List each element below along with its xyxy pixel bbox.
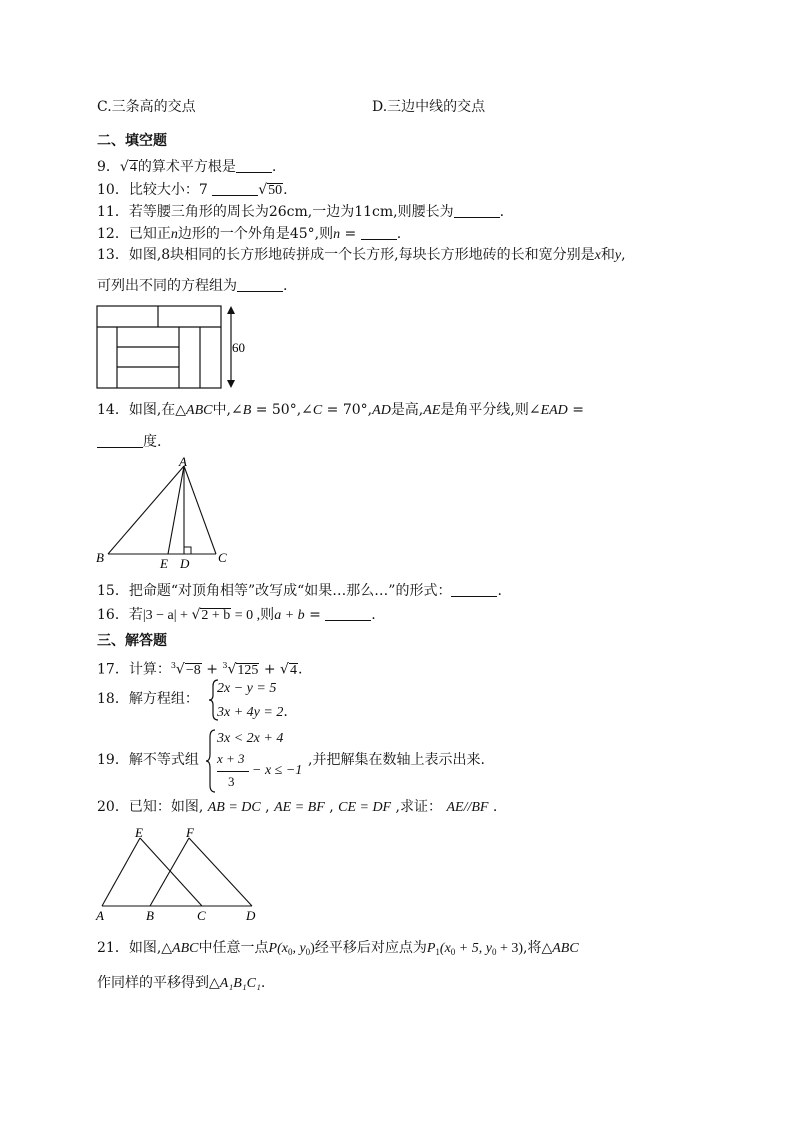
question-number: 17． <box>97 661 129 678</box>
question-number: 11． <box>97 204 129 220</box>
radicand: 50 <box>268 183 283 198</box>
fraction-numerator: x + 3 <box>217 751 245 766</box>
operator: + <box>201 661 223 678</box>
period: . <box>497 583 502 599</box>
text: 中,∠ <box>212 402 243 418</box>
text: = <box>567 402 584 418</box>
brace-19 <box>205 728 217 794</box>
expression: = 0 ,则 <box>231 608 275 623</box>
variable: ABC <box>552 941 579 956</box>
text: = 70°, <box>322 402 373 418</box>
expression: |3 − a| + <box>142 608 192 623</box>
answer-blank[interactable] <box>454 203 500 218</box>
question-12: 12．已知正n边形的一个外角是45°,则n = . <box>97 226 402 242</box>
text: 度. <box>143 434 162 450</box>
variable: P <box>268 941 278 956</box>
expression: a + b <box>274 608 305 623</box>
period: . <box>297 661 303 678</box>
equation: 3x + 4y = 2 <box>217 705 284 720</box>
question-number: 16． <box>97 607 129 623</box>
variable: x <box>594 248 601 263</box>
answer-blank[interactable] <box>237 277 283 292</box>
question-number: 12． <box>97 226 129 242</box>
question-19-tail: ,并把解集在数轴上表示出来. <box>308 752 485 768</box>
period: . <box>499 204 505 220</box>
question-16: 16．若|3 − a| + √2 + b = 0 ,则a + b = . <box>97 607 376 623</box>
vertex-a-label: A <box>179 456 187 469</box>
inequality-19-2-rest: − x ≤ −1 <box>252 763 303 778</box>
text: 解方程组： <box>128 691 199 707</box>
radicand: 125 <box>237 662 259 678</box>
point-b-label: B <box>146 908 154 923</box>
text: 中任意一点 <box>198 940 269 956</box>
text: 和 <box>600 247 615 263</box>
text: 已知正 <box>128 226 171 242</box>
answer-blank[interactable] <box>451 582 497 597</box>
question-number: 18． <box>97 691 129 707</box>
text: = <box>304 607 321 623</box>
text: 是角平分线,则∠ <box>440 402 541 418</box>
question-number: 19． <box>97 752 129 768</box>
text: , <box>324 799 339 815</box>
variable: n <box>170 227 178 242</box>
variable: ABC <box>172 941 199 956</box>
vertex-c-label: C <box>218 550 227 565</box>
text: 如图,△ <box>128 940 173 956</box>
point-c-label: C <box>197 908 206 923</box>
question-15 <box>97 581 502 601</box>
triangle-figure-14 <box>92 456 240 572</box>
equation-18-2 <box>217 702 288 723</box>
text: 如图,在△ <box>128 402 187 418</box>
question-number: 14． <box>97 402 129 418</box>
variable: AD <box>372 403 391 418</box>
question-14 <box>97 400 584 421</box>
coords: + 3) <box>496 941 524 956</box>
subscript: 0 <box>491 947 497 957</box>
radicand: −8 <box>185 662 201 678</box>
text: 把命题“对顶角相等”改写成“如果…那么…”的形式： <box>128 583 452 599</box>
text: 是高, <box>390 402 424 418</box>
condition: AB = DC <box>207 800 261 815</box>
point-d-label: D <box>246 908 256 923</box>
text: 计算： <box>128 661 171 678</box>
variable: P <box>426 941 436 956</box>
height-label: 60 <box>232 340 245 355</box>
question-21: 21．如图,△ABC中任意一点$P(x_0$, $y_0$)经平移后对应点为$P_1(x_0 + 5$, $y_0 + 3$),将△ABC <box>97 940 579 957</box>
question-number: 13． <box>97 247 129 263</box>
question-number: 21． <box>97 940 129 956</box>
question-13 <box>97 245 626 266</box>
equation-18-1: 2x − y = 5 <box>217 681 277 696</box>
period: . <box>488 799 498 815</box>
subscript: 0 <box>305 947 311 957</box>
variable: y <box>614 248 622 263</box>
text: 边形的一个外角是45°,则 <box>177 226 334 242</box>
text: 经平移后对应点为 <box>314 940 427 956</box>
tile-figure <box>96 304 256 390</box>
variable: ABC <box>186 403 213 418</box>
text: 如图,8块相同的长方形地砖拼成一个长方形,每块长方形地砖的长和宽分别是 <box>128 247 595 263</box>
coords: (x <box>277 941 288 956</box>
variable: B <box>242 403 252 418</box>
subscript: 0 <box>450 947 456 957</box>
subscript: 1 <box>435 947 440 957</box>
question-18 <box>97 689 199 709</box>
answer-blank[interactable] <box>97 433 143 448</box>
question-number: 10． <box>97 182 129 198</box>
option-c: C.三条高的交点 <box>97 99 196 115</box>
text: ,将△ <box>523 940 553 956</box>
question-10: 10．比较大小：7 √50. <box>97 182 288 198</box>
point-e-label: E <box>160 556 168 571</box>
section-title-solve: 三、解答题 <box>97 633 167 649</box>
question-13-line2 <box>97 276 287 296</box>
vertex-b-label: B <box>96 550 104 565</box>
question-9: 9．√4的算术平方根是 . <box>97 159 277 175</box>
question-text: 比较大小：7 <box>128 182 208 198</box>
condition: AE = BF <box>274 800 325 815</box>
answer-blank[interactable] <box>361 225 397 240</box>
question-14-line2 <box>97 432 161 452</box>
inequality-19-1: 3x < 2x + 4 <box>217 731 284 746</box>
text: , <box>621 247 626 263</box>
answer-blank[interactable] <box>236 158 272 173</box>
goal: AE//BF <box>446 800 489 815</box>
condition: CE = DF <box>338 800 392 815</box>
text: , <box>260 799 275 815</box>
text: 解不等式组 <box>128 752 199 768</box>
section-title-fill: 二、填空题 <box>97 133 167 149</box>
fraction-denominator: 3 <box>228 774 235 789</box>
question-19 <box>97 750 199 770</box>
text: 作同样的平移得到△ <box>97 975 220 991</box>
period: . <box>396 226 402 242</box>
subscript: 0 <box>287 947 293 957</box>
period: . <box>283 278 288 294</box>
variable: n <box>333 227 341 242</box>
option-d: D.三边中线的交点 <box>372 99 486 115</box>
point-f-label: F <box>186 825 194 840</box>
question-text: 若等腰三角形的周长为26cm,一边为11cm,则腰长为 <box>128 204 454 220</box>
variable: C <box>312 403 323 418</box>
question-20 <box>97 797 497 818</box>
radicand: 4 <box>129 160 137 175</box>
question-11 <box>97 202 504 222</box>
question-number: 20． <box>97 799 129 815</box>
point-e-label: E <box>135 825 143 840</box>
question-number: 15． <box>97 583 129 599</box>
variable: AE <box>423 403 441 418</box>
period: . <box>260 975 266 991</box>
answer-blank[interactable] <box>212 181 258 196</box>
question-text: 的算术平方根是 <box>137 159 236 175</box>
text: 可列出不同的方程组为 <box>97 278 237 294</box>
period: . <box>283 182 288 198</box>
text: 已知：如图, <box>128 799 208 815</box>
coords: (x <box>439 941 451 956</box>
period: . <box>283 704 288 720</box>
answer-blank[interactable] <box>325 606 371 621</box>
question-21-line2 <box>97 973 265 994</box>
triangles-figure-20 <box>92 822 268 924</box>
period: . <box>271 159 277 175</box>
text: 若 <box>128 607 143 623</box>
coords: + 5, y <box>455 941 492 956</box>
text: = 50°,∠ <box>251 402 313 418</box>
period: . <box>371 607 376 623</box>
radicand: 4 <box>289 662 297 678</box>
question-number: 9． <box>97 159 120 175</box>
question-17: 17．计算：$^3$√−8 + $^3$√125 + √4. <box>97 661 303 678</box>
text: ,求证： <box>391 799 447 815</box>
point-d-label: D <box>180 556 190 571</box>
radicand: 2 + b <box>201 608 231 623</box>
operator: + <box>259 661 281 678</box>
variable: EAD <box>540 403 568 418</box>
point-a-label: A <box>96 908 104 923</box>
variable: A₁B₁C₁ <box>219 976 261 991</box>
